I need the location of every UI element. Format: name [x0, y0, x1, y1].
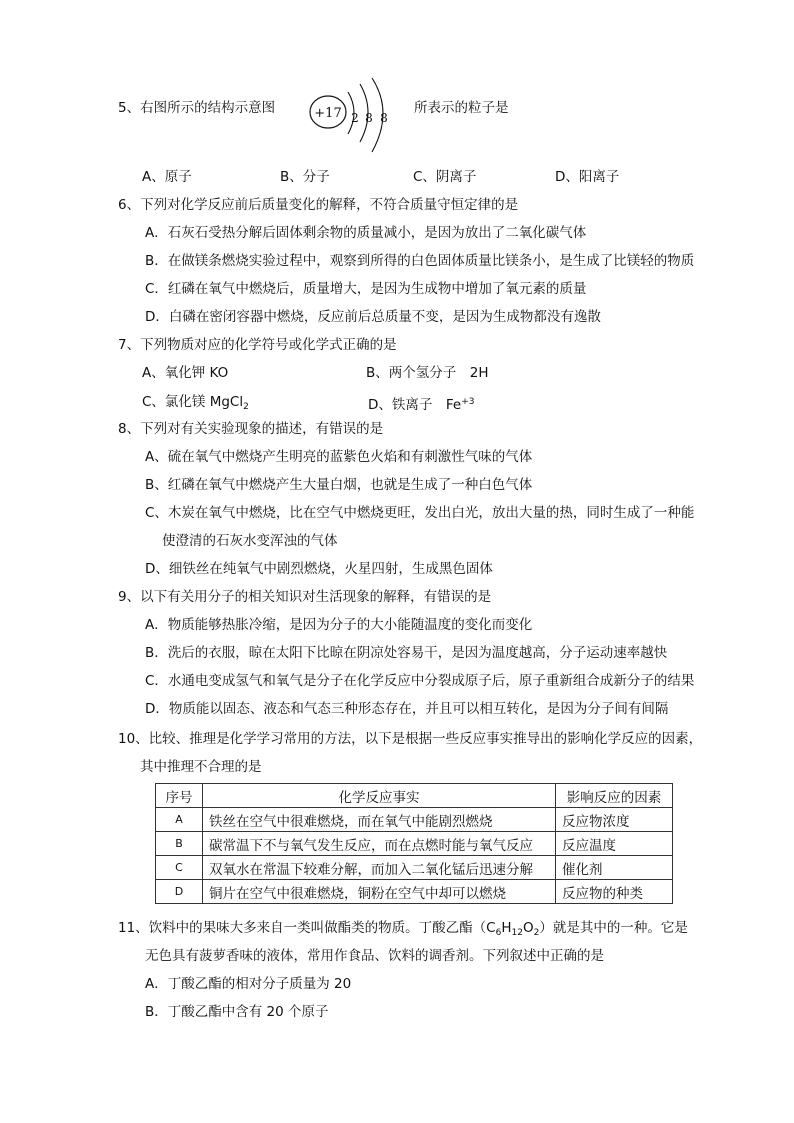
q9-option-c: C．水通电变成氢气和氧气是分子在化学反应中分裂成原子后，原子重新组合成新分子的结果	[145, 673, 695, 689]
table-cell-factor: 反应温度	[556, 832, 673, 856]
table-cell-fact: 铜片在空气中很难燃烧，铜粉在空气中却可以燃烧	[203, 880, 556, 904]
table-cell-fact: 铁丝在空气中很难燃烧，而在氧气中能剧烈燃烧	[203, 808, 556, 832]
shell-electrons-3: 8	[380, 111, 388, 125]
q11-stem-line1: 11、饮料中的果味大多来自一类叫做酯类的物质。丁酸乙酯$(C_6H_{12}O_2)$就是其中的一种。它是	[118, 920, 688, 938]
q9-option-d: D．物质能以固态、液态和气态三种形态存在，并且可以相互转化，是因为分子间有间隔	[145, 701, 669, 717]
table-row	[156, 856, 673, 880]
table-row	[156, 808, 673, 832]
atom-structure-diagram	[308, 74, 400, 158]
q7-option-a: A、氧化钾 KO	[142, 365, 229, 381]
q8-option-b: B、红磷在氧气中燃烧产生大量白烟，也就是生成了一种白色气体	[145, 477, 533, 493]
q5-stem-after: 所表示的粒子是	[414, 100, 509, 116]
table-cell-code: A	[156, 808, 203, 832]
table-cell-fact: 双氧水在常温下较难分解，而加入二氧化锰后迅速分解	[203, 856, 556, 880]
q10-reaction-table	[155, 783, 673, 904]
q5-options	[0, 167, 794, 187]
table-cell-factor: 反应物的种类	[556, 880, 673, 904]
table-header-factor: 影响反应的因素	[556, 784, 673, 808]
shell-electrons-2: 8	[365, 111, 373, 125]
q11-stem-line2: 无色具有菠萝香味的液体，常用作食品、饮料的调香剂。下列叙述中正确的是	[145, 948, 604, 964]
q8-stem: 8、下列对有关实验现象的描述，有错误的是	[118, 421, 384, 437]
q11-option-a: A．丁酸乙酯的相对分子质量为 20	[145, 976, 352, 992]
table-header-code: 序号	[156, 784, 203, 808]
table-header-row	[156, 784, 673, 808]
q7-option-d: D、铁离子 $Fe^{+3}$	[368, 397, 475, 413]
q7-stem: 7、下列物质对应的化学符号或化学式正确的是	[118, 337, 397, 353]
q10-stem-line2: 其中推理不合理的是	[140, 759, 262, 775]
table-cell-factor: 反应物浓度	[556, 808, 673, 832]
q6-option-c: C．红磷在氧气中燃烧后，质量增大，是因为生成物中增加了氧元素的质量	[145, 281, 587, 297]
q5-option-d: D、阳离子	[555, 169, 620, 185]
q5-stem-before: 5、右图所示的结构示意图	[118, 100, 276, 116]
q8-option-d: D、细铁丝在纯氧气中剧烈燃烧，火星四射，生成黑色固体	[145, 561, 493, 577]
q11-option-b: B．丁酸乙酯中含有 20 个原子	[145, 1004, 329, 1020]
table-cell-code: C	[156, 856, 203, 880]
nucleus-label: +17	[314, 106, 342, 121]
table-cell-fact: 碳常温下不与氧气发生反应，而在点燃时能与氧气反应	[203, 832, 556, 856]
table-cell-code: D	[156, 880, 203, 904]
q9-stem: 9、以下有关用分子的相关知识对生活现象的解释，有错误的是	[118, 589, 492, 605]
table-row	[156, 832, 673, 856]
q7-option-c: C、氯化镁 MgCl$_2$	[142, 394, 249, 412]
q9-option-a: A．物质能够热胀冷缩，是因为分子的大小能随温度的变化而变化	[145, 617, 533, 633]
shell-electrons-1: 2	[351, 111, 359, 125]
q5-option-a: A、原子	[142, 169, 192, 185]
q6-option-b: B．在做镁条燃烧实验过程中，观察到所得的白色固体质量比镁条小，是生成了比镁轻的物质	[145, 253, 695, 269]
q10-stem-line1: 10、比较、推理是化学学习常用的方法，以下是根据一些反应事实推导出的影响化学反应的因素，	[118, 731, 703, 747]
q6-stem: 6、下列对化学反应前后质量变化的解释，不符合质量守恒定律的是	[118, 197, 519, 213]
q5-option-b: B、分子	[280, 169, 330, 185]
table-cell-factor: 催化剂	[556, 856, 673, 880]
q8-option-a: A、硫在氧气中燃烧产生明亮的蓝紫色火焰和有刺激性气味的气体	[145, 449, 533, 465]
q7-option-b: B、两个氢分子 2H	[366, 365, 489, 381]
q6-option-d: D．白磷在密闭容器中燃烧，反应前后总质量不变，是因为生成物都没有逸散	[145, 309, 601, 325]
table-header-fact: 化学反应事实	[203, 784, 556, 808]
q5-option-c: C、阴离子	[413, 169, 477, 185]
q9-option-b: B．洗后的衣服，晾在太阳下比晾在阴凉处容易干，是因为温度越高，分子运动速率越快	[145, 645, 668, 661]
q8-option-c-line1: C、木炭在氧气中燃烧，比在空气中燃烧更旺，发出白光，放出大量的热，同时生成了一种能	[145, 505, 695, 521]
table-row	[156, 880, 673, 904]
table-cell-code: B	[156, 832, 203, 856]
q8-option-c-line2: 使澄清的石灰水变浑浊的气体	[162, 533, 338, 549]
q6-option-a: A．石灰石受热分解后固体剩余物的质量减小，是因为放出了二氧化碳气体	[145, 225, 587, 241]
